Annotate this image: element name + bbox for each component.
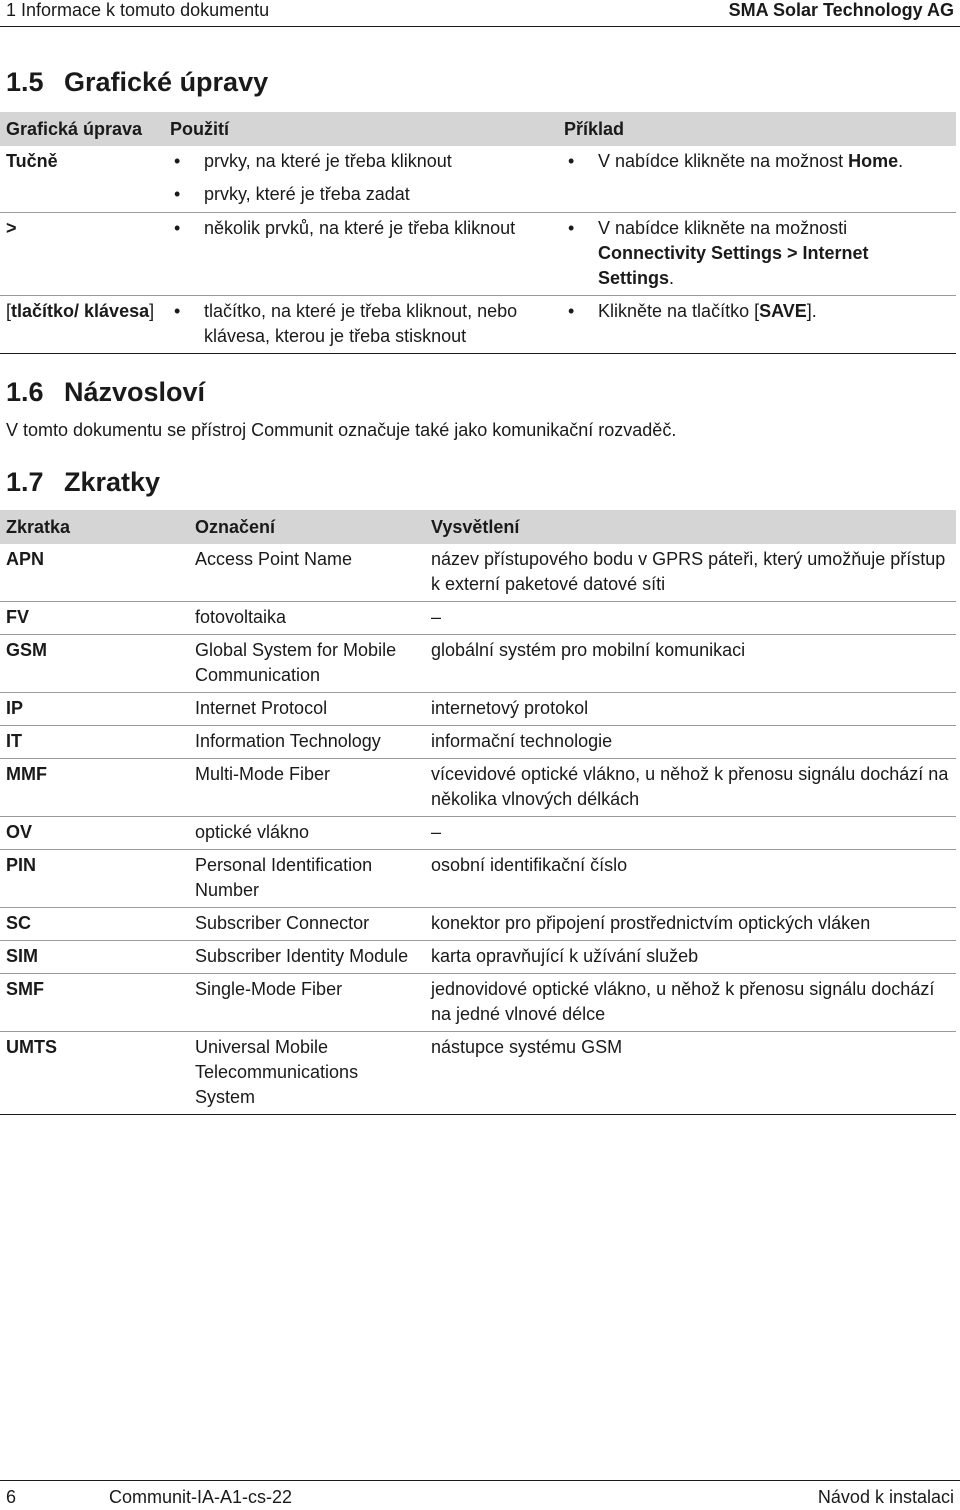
bullet-item	[564, 149, 950, 174]
bullet-item: • prvky, které je třeba zadat	[170, 182, 552, 207]
explanation-cell: –	[431, 822, 442, 842]
col-header: Vysvětlení	[431, 516, 520, 537]
table-row	[0, 1032, 956, 1115]
designation-cell: Subscriber Identity Module	[195, 946, 409, 966]
document-type: Návod k instalaci	[817, 1487, 954, 1507]
explanation-cell: jednovidové optické vlákno, u něhož k přenosu signálu dochází na jedné vlnové délce	[431, 979, 935, 1024]
table-row	[0, 146, 956, 212]
explanation-cell: internetový protokol	[431, 698, 589, 718]
col-header: Označení	[195, 516, 276, 537]
bullet-item	[564, 299, 950, 324]
section-heading-1-6	[6, 376, 205, 408]
abbreviation-cell: IT	[6, 731, 22, 751]
designation-cell: Multi-Mode Fiber	[195, 764, 331, 784]
graphic-conventions-table	[0, 112, 956, 354]
designation-cell: Internet Protocol	[195, 698, 328, 718]
section-number: 1.6	[6, 377, 44, 407]
section-heading-1-5	[6, 66, 268, 98]
section-heading-1-7	[6, 466, 160, 498]
header-chapter: 1 Informace k tomuto dokumentu	[6, 0, 270, 20]
example-bold: Home	[848, 151, 899, 171]
section-number: 1.5	[6, 67, 44, 97]
page-number: 6	[6, 1487, 17, 1507]
designation-cell: Subscriber Connector	[195, 913, 370, 933]
abbreviation-cell: GSM	[6, 640, 48, 660]
example-text: V nabídce klikněte na možnost	[598, 151, 849, 171]
designation-cell: Global System for Mobile Communication	[195, 640, 397, 685]
abbreviations-table	[0, 510, 956, 1115]
explanation-cell: informační technologie	[431, 731, 613, 751]
example-bold: SAVE	[759, 300, 807, 321]
bullet-item: • tlačítko, na které je třeba kliknout, nebo klávesa, kterou je třeba stisknout	[170, 299, 552, 349]
section-title: Názvosloví	[64, 377, 206, 407]
document-code: Communit-IA-A1-cs-22	[109, 1487, 293, 1507]
example-text: ].	[806, 300, 817, 321]
bracket-open: [	[6, 300, 12, 321]
designation-cell: Single-Mode Fiber	[195, 979, 343, 999]
table-row	[0, 759, 956, 817]
table-row	[0, 635, 956, 693]
designation-cell: Access Point Name	[195, 549, 353, 569]
explanation-cell: globální systém pro mobilní komunikaci	[431, 640, 746, 660]
usage-cell	[164, 146, 558, 212]
explanation-cell: –	[431, 607, 442, 627]
bullet-item: • prvky, na které je třeba kliknout	[170, 149, 552, 174]
col-header: Grafická úprava	[6, 118, 143, 139]
abbreviation-cell: SC	[6, 913, 32, 933]
abbreviation-cell: SMF	[6, 979, 44, 999]
table-row	[0, 693, 956, 726]
example-bold: Connectivity Settings > Internet Settings	[598, 242, 869, 288]
abbreviation-cell: MMF	[6, 764, 47, 784]
table-row	[0, 212, 956, 295]
table-row	[0, 544, 956, 602]
example-text: .	[898, 151, 904, 171]
bullet-item	[564, 216, 950, 291]
abbreviation-cell: UMTS	[6, 1037, 57, 1057]
page-header	[0, 0, 960, 27]
table-row	[0, 908, 956, 941]
designation-cell: fotovoltaika	[195, 607, 287, 627]
abbreviation-cell: OV	[6, 822, 33, 842]
style-bold: tlačítko/ klávesa	[11, 300, 150, 321]
explanation-cell: konektor pro připojení prostřednictvím optických vláken	[431, 913, 871, 933]
explanation-cell: název přístupového bodu v GPRS páteři, který umožňuje přístup k externí paketové datové síti	[431, 549, 946, 594]
table-row	[0, 941, 956, 974]
table-header-row	[0, 510, 956, 544]
example-cell	[558, 295, 956, 353]
bracket-close: ]	[149, 300, 155, 321]
designation-cell: optické vlákno	[195, 822, 310, 842]
table-header-row	[0, 112, 956, 146]
table-row	[0, 817, 956, 850]
col-header: Použití	[170, 118, 229, 139]
example-cell	[558, 146, 956, 212]
abbreviation-cell: PIN	[6, 855, 37, 875]
usage-cell	[164, 212, 558, 295]
style-cell	[0, 295, 164, 353]
example-text: V nabídce klikněte na možnosti	[598, 217, 848, 238]
usage-cell	[164, 295, 558, 353]
designation-cell: Personal Identification Number	[195, 855, 373, 900]
abbreviation-cell: FV	[6, 607, 30, 627]
header-company: SMA Solar Technology AG	[728, 0, 954, 20]
bullet-item: • několik prvků, na které je třeba kliknout	[170, 216, 552, 241]
style-cell: >	[6, 217, 17, 238]
explanation-cell: nástupce systému GSM	[431, 1037, 623, 1057]
abbreviation-cell: SIM	[6, 946, 39, 966]
col-header: Zkratka	[6, 516, 71, 537]
designation-cell: Universal Mobile Telecommunications System	[195, 1037, 359, 1107]
terminology-paragraph: V tomto dokumentu se přístroj Communit označuje také jako komunikační rozvaděč.	[6, 420, 677, 440]
designation-cell: Information Technology	[195, 731, 381, 751]
example-text: .	[669, 267, 675, 288]
table-row	[0, 602, 956, 635]
example-cell	[558, 212, 956, 295]
table-row	[0, 850, 956, 908]
style-cell: Tučně	[6, 151, 58, 171]
explanation-cell: karta opravňující k užívání služeb	[431, 946, 699, 966]
col-header: Příklad	[564, 118, 625, 139]
table-row	[0, 974, 956, 1032]
section-title: Grafické úpravy	[64, 67, 269, 97]
table-row	[0, 726, 956, 759]
abbreviation-cell: APN	[6, 549, 45, 569]
explanation-cell: vícevidové optické vlákno, u něhož k přenosu signálu dochází na několika vlnových délkách	[431, 764, 949, 809]
table-row	[0, 295, 956, 353]
explanation-cell: osobní identifikační číslo	[431, 855, 628, 875]
page-footer	[0, 1480, 960, 1507]
section-title: Zkratky	[64, 467, 161, 497]
abbreviation-cell: IP	[6, 698, 24, 718]
example-text: Klikněte na tlačítko [	[598, 300, 760, 321]
section-number: 1.7	[6, 467, 44, 497]
